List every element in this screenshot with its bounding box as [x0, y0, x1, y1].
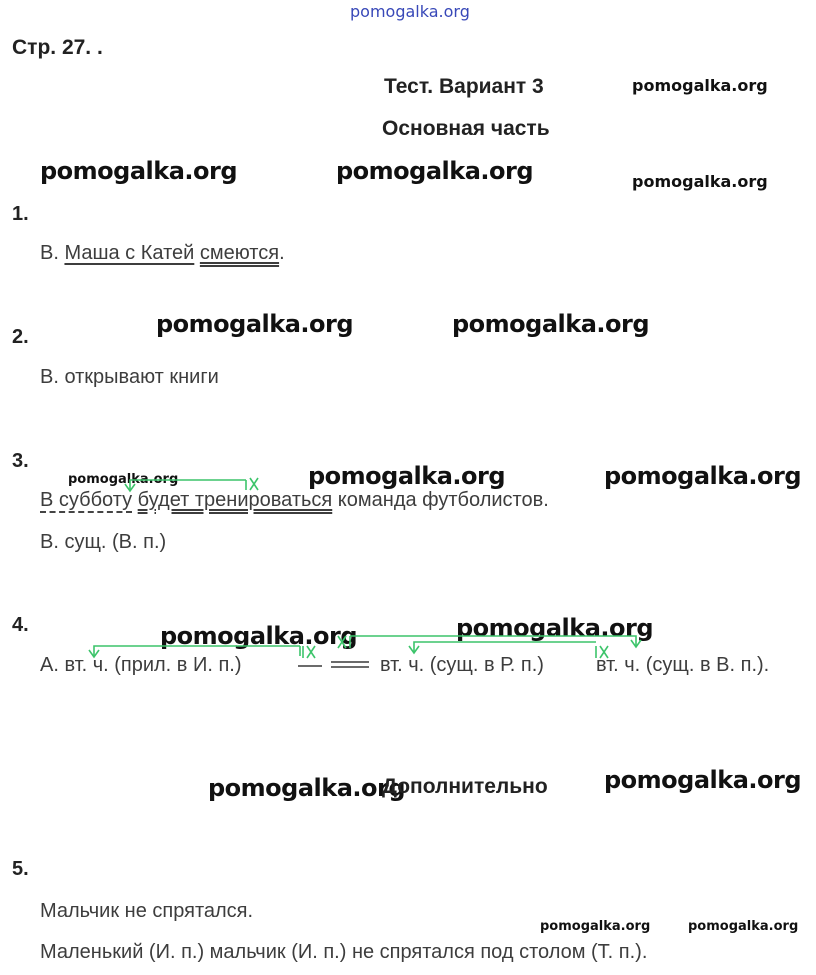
adverbial-text: В субботу	[40, 489, 133, 511]
watermark: pomogalka.org	[160, 622, 358, 650]
page-title: Тест. Вариант 3	[384, 75, 544, 98]
watermark: pomogalka.org	[452, 310, 650, 338]
watermark: pomogalka.org	[604, 462, 802, 490]
question-arrow-q3	[125, 478, 258, 491]
watermark: pomogalka.org	[68, 472, 179, 487]
watermark: pomogalka.org	[308, 462, 506, 490]
watermark: pomogalka.org	[632, 172, 768, 191]
question-number: 4.	[12, 614, 29, 636]
question-number: 2.	[12, 326, 29, 348]
answer-line: Мальчик не спрятался.	[40, 900, 254, 922]
watermark: pomogalka.org	[208, 774, 406, 802]
subject-text: Маша с Катей	[64, 242, 195, 264]
answer-line: Маленький (И. п.) мальчик (И. п.) не спрятался под столом (Т. п.).	[40, 941, 648, 963]
watermark: pomogalka.org	[688, 919, 799, 934]
member-underlines-q4	[298, 662, 369, 667]
predicate-text: будет тренироваться	[137, 489, 333, 511]
answer-part: вт. ч. (сущ. в Р. п.)	[380, 654, 544, 676]
watermark: pomogalka.org	[156, 310, 354, 338]
watermark: pomogalka.org	[336, 157, 534, 185]
question-number: 1.	[12, 203, 29, 225]
sentence-rest: команда футболистов.	[337, 489, 549, 511]
predicate-text: смеются	[199, 242, 280, 264]
watermark: pomogalka.org	[632, 76, 768, 95]
watermark-top: pomogalka.org	[350, 2, 470, 21]
answer-line: В. сущ. (В. п.)	[40, 531, 167, 553]
answer-part: вт. ч. (сущ. в В. п.).	[596, 654, 770, 676]
section-title: Дополнительно	[382, 775, 548, 798]
watermark: pomogalka.org	[456, 614, 654, 642]
question-arrow-q4	[89, 636, 641, 658]
answer-line: В. открывают книги	[40, 366, 219, 388]
question-number: 3.	[12, 450, 29, 472]
question-number: 5.	[12, 858, 29, 880]
section-title: Основная часть	[382, 117, 550, 140]
answer-line: А. вт. ч. (прил. в И. п.)	[40, 654, 242, 676]
answer-prefix: В.	[40, 242, 65, 264]
watermark: pomogalka.org	[540, 919, 651, 934]
page-label: Стр. 27. .	[12, 36, 103, 59]
sentence-end: .	[279, 242, 285, 264]
watermark: pomogalka.org	[40, 157, 238, 185]
watermark: pomogalka.org	[604, 766, 802, 794]
